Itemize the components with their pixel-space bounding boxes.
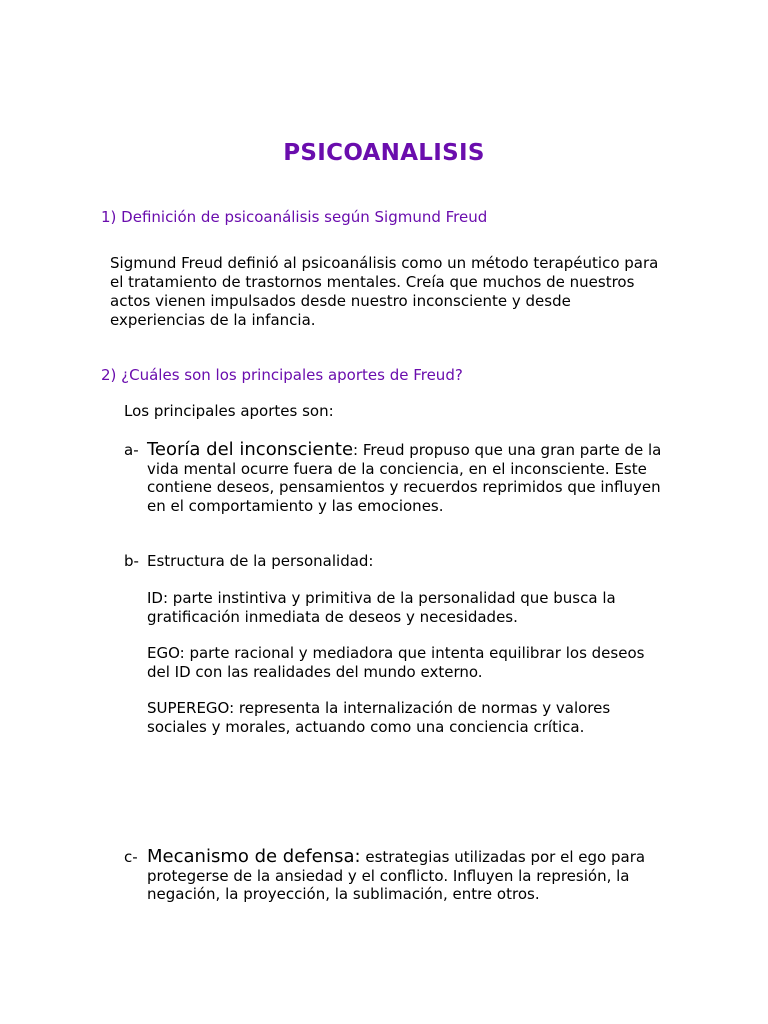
list-item-c-body [147,848,664,904]
list-item-a-body [147,441,664,515]
section-2-heading: 2) ¿Cuáles son los principales aportes de Freud? [101,366,463,384]
subitem-ego: EGO: parte racional y mediadora que intenta equilibrar los deseos del ID con las realidades del mundo externo. [147,644,645,681]
list-item-a [124,441,664,515]
term-mecanismo-defensa: Mecanismo de defensa: [147,846,361,867]
list-item-c-text: estrategias utilizadas por el ego para protegerse de la ansiedad y el conflicto. Influyen la represión, la negación, la proyección, la sublimación, entre otros. [147,848,646,903]
list-marker-a: a- [124,441,139,459]
list-marker-b: b- [124,552,139,570]
subitem-id: ID: parte instintiva y primitiva de la personalidad que busca la gratificación inmediata de deseos y necesidades. [147,589,616,626]
subitem-superego: SUPEREGO: representa la internalización de normas y valores sociales y morales, actuando como una conciencia crítica. [147,699,611,736]
list-marker-c: c- [124,848,138,866]
list-item-b [124,552,664,571]
term-teoria-inconsciente: Teoría del inconsciente [147,439,354,460]
section-1-text: Sigmund Freud definió al psicoanálisis como un método terapéutico para el tratamiento de trastornos mentales. Creía que muchos de nuestros actos vienen impulsados desde nuestro inconsciente y desde experiencias de la infancia. [110,254,659,329]
document-title: PSICOANALISIS [283,140,485,166]
list-item-c [124,848,664,904]
section-1-heading: 1) Definición de psicoanálisis según Sigmund Freud [101,208,488,226]
term-estructura-personalidad: Estructura de la personalidad: [147,552,374,570]
section-2-intro: Los principales aportes son: [124,402,334,420]
list-item-a-text: : Freud propuso que una gran parte de la vida mental ocurre fuera de la conciencia, en el inconsciente. Este contiene deseos, pensamientos y recuerdos reprimidos que influyen en el comportamiento y las emociones. [147,441,662,515]
